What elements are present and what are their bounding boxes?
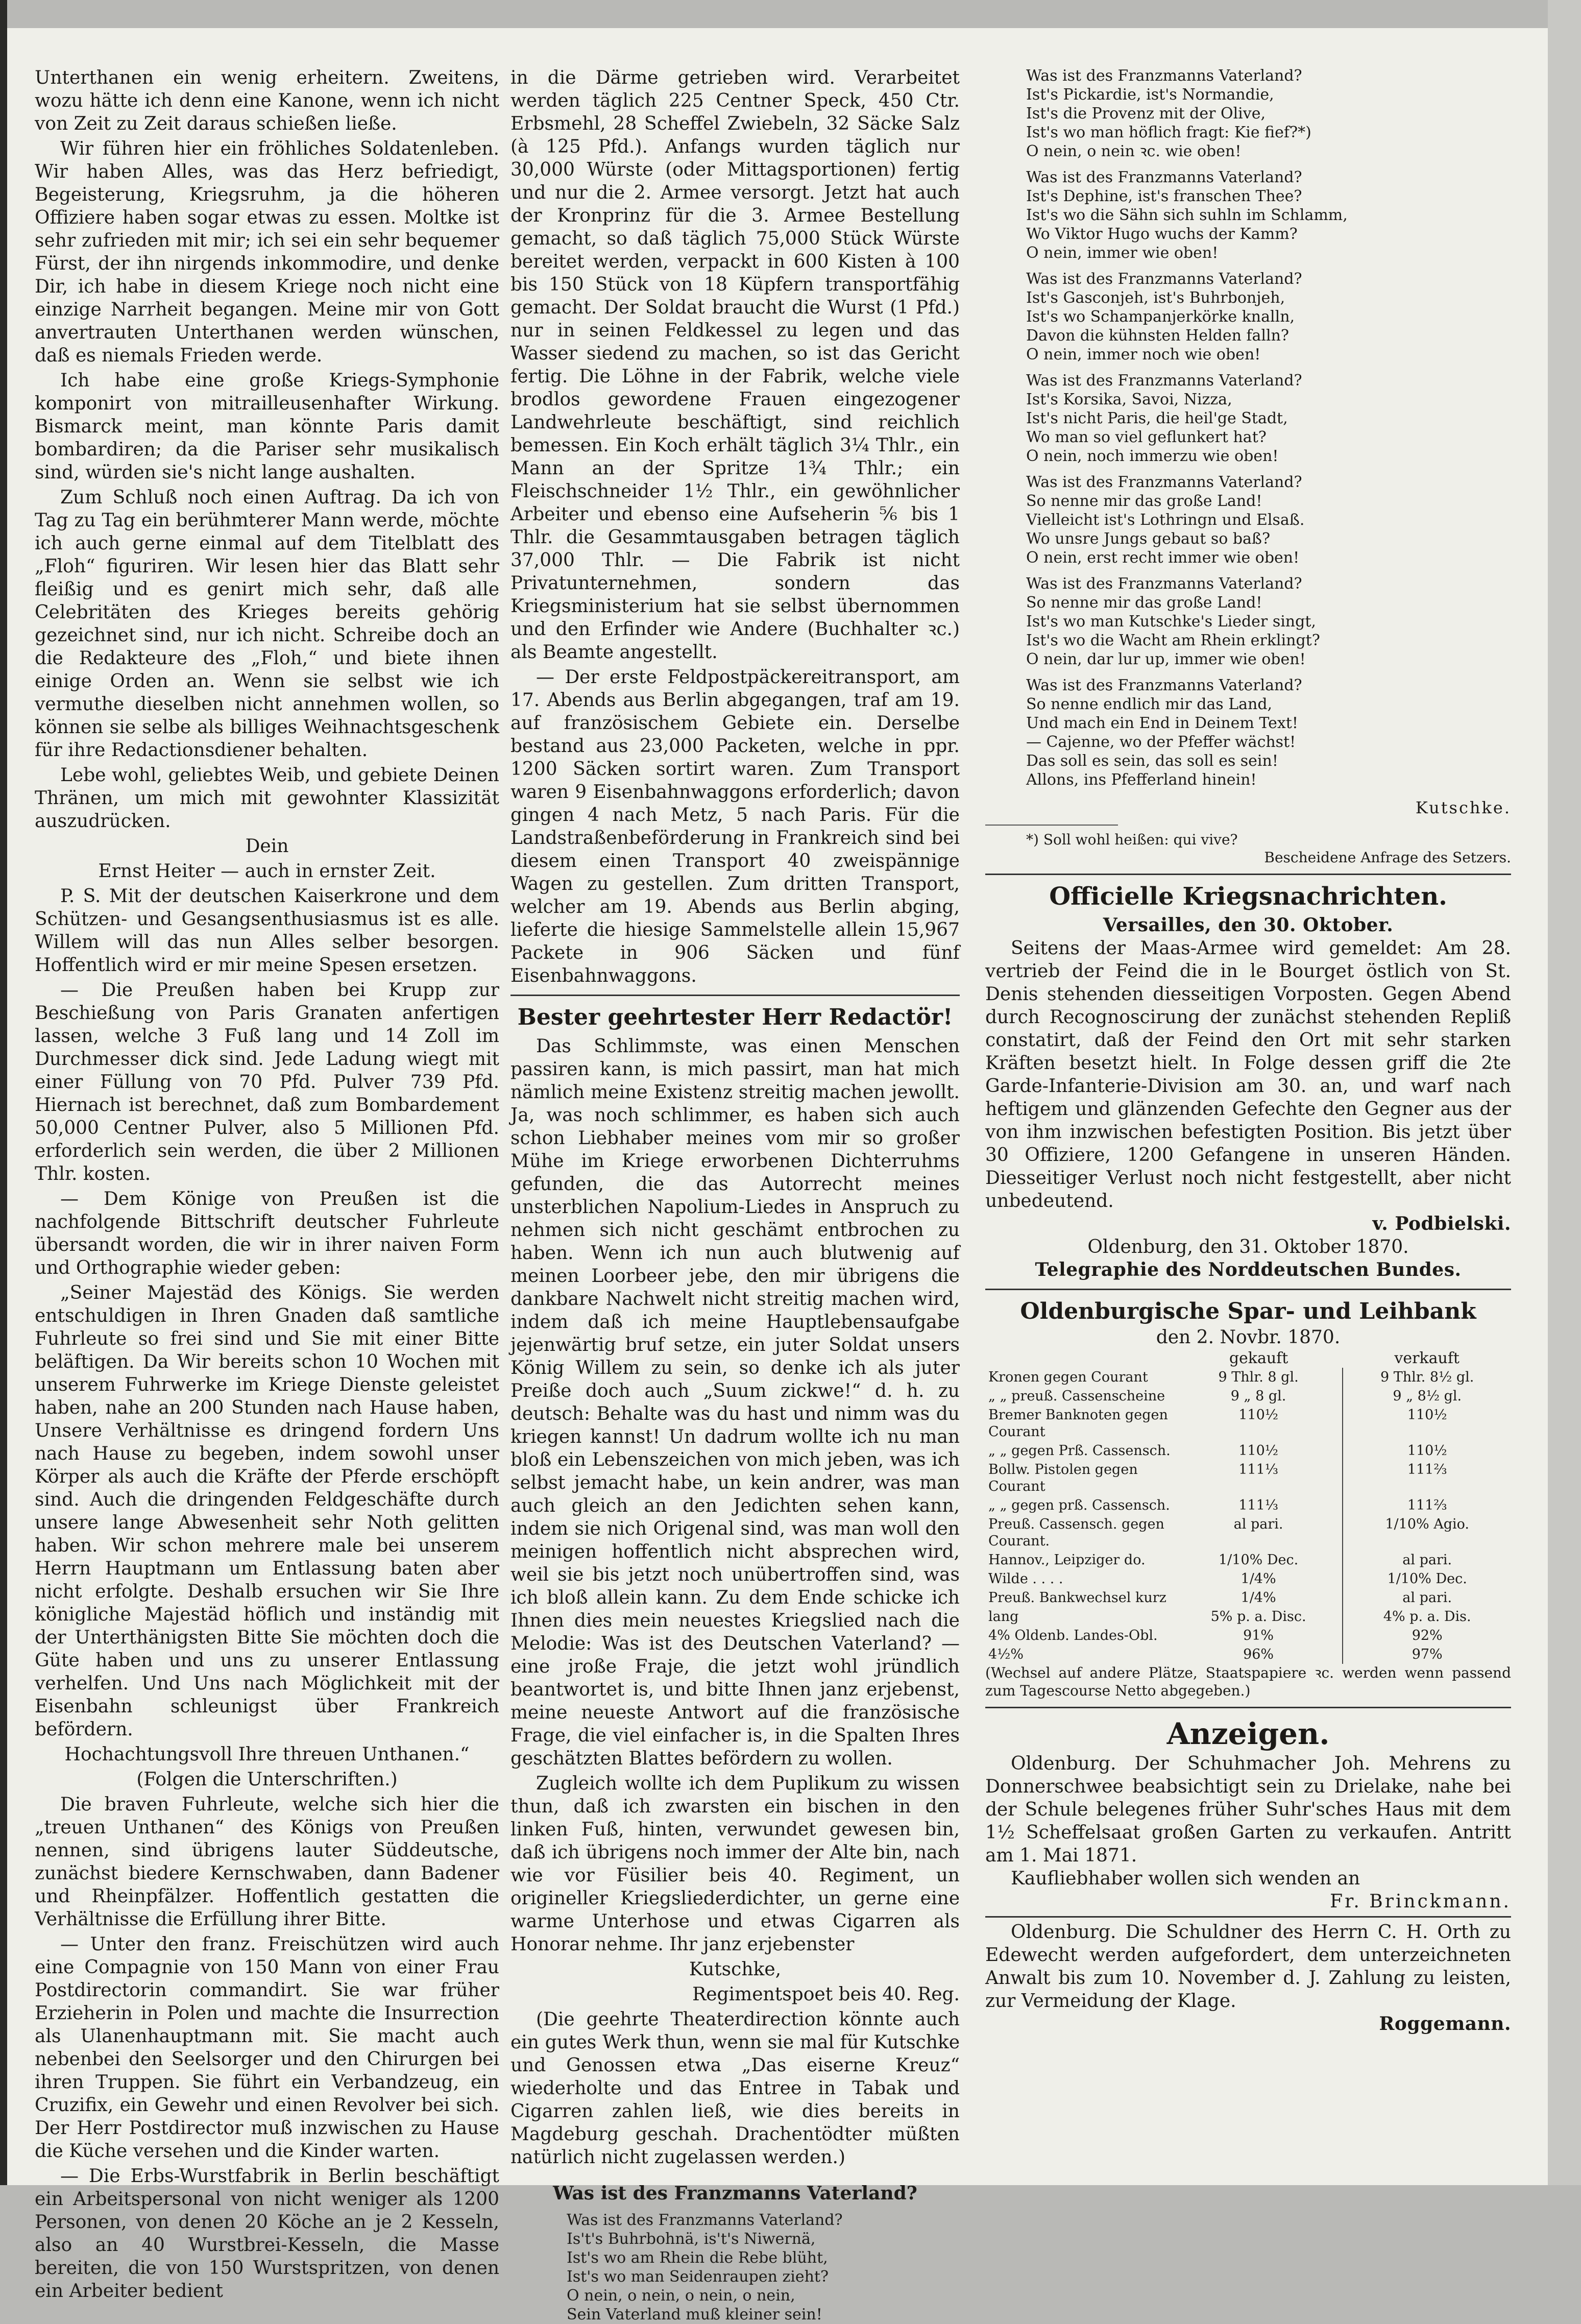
- poem-stanza: [1026, 168, 1511, 262]
- divider: [510, 995, 960, 996]
- official-place: Oldenburg, den 31. Oktober 1870.: [1087, 1237, 1409, 1257]
- poem-line: O nein, dar lur up, immer wie oben!: [1026, 650, 1306, 668]
- currency-cell: Preuß. Cassensch. gegen Courant.: [988, 1516, 1164, 1549]
- table-row: [985, 1406, 1511, 1441]
- ad-house-contact: Kaufliebhaber wollen sich wenden an: [1011, 1868, 1360, 1889]
- table-row: [985, 1460, 1511, 1496]
- paragraph: Dein: [245, 836, 289, 857]
- poem-line: O nein, o nein, o nein, o nein,: [567, 2287, 795, 2305]
- poem-line: Ist's Pickardie, ist's Normandie,: [1026, 86, 1274, 104]
- paragraph: Hochachtungsvoll Ihre threuen Unthanen.“: [64, 1744, 470, 1765]
- table-row: [985, 1607, 1511, 1626]
- table-row: [985, 1515, 1511, 1551]
- poem-stanza: [1026, 676, 1511, 789]
- sold-rate-cell: al pari.: [1402, 1590, 1452, 1606]
- official-signature: v. Podbielski.: [1372, 1213, 1511, 1234]
- poem-stanzas: [985, 66, 1511, 789]
- bought-rate-cell: 91%: [1175, 1626, 1343, 1645]
- paragraph: Die braven Fuhrleute, welche sich hier die „treuen Unthanen“ des Königs von Preußen nennen, sind übrigens lauter Süddeutsche, zunächst biedere Kernschwaben, dann Badener und Rheinpfälzer. Hoffentlich gestatten die Verhältnisse die Erfüllung ihrer Bitte.: [35, 1794, 499, 1930]
- poem-line: Was ist des Franzmanns Vaterland?: [1026, 67, 1302, 85]
- table-header-row: [985, 1349, 1511, 1368]
- poem-line: Wo man so viel geflunkert hat?: [1026, 428, 1267, 446]
- col2-news-paragraphs: [510, 66, 960, 987]
- paragraph: „Seiner Majestäd des Königs. Sie werden entschuldigen in Ihren Gnaden daß samtliche Fuhrleute so frei sind und Sie mit einer Bitte beläftigen. Da Wir bereits schon 10 Wochen mit unserem Fuhrwerke im Kriege Dienste geleistet haben, nahe an 200 Stunden nach Hause haben, Unsere Verhältnisse es dringend fordern Uns nach Hause zu begeben, indem sowohl unser Körper als auch die Kräfte der Pferde erschöpft sind. Auch die dringenden Feldgeschäfte durch unsere lange Abwesenheit sehr Noth gelitten haben. Wir schon mehrere male bei unserem Herrn Hauptmann um Entlassung baten aber nicht erfolgte. Deshalb ersuchen wir Sie Ihre königliche Majestäd höflich und inständig mit der Unterthänigsten Bitte Sie möchten doch die Güte haben und uns zu unserer Entlassung verhelfen. Und Uns nach Möglichkeit mit der Eisenbahn schleunigst über Frankreich befördern.: [35, 1282, 499, 1740]
- col1-paragraphs: [35, 66, 499, 2303]
- currency-cell: „ „ gegen prß. Cassensch.: [988, 1497, 1170, 1513]
- poem-line: Ist's wo man Seidenraupen zieht?: [567, 2268, 829, 2286]
- bought-rate-cell: 9 „ 8 gl.: [1175, 1387, 1343, 1406]
- poem-line: Was ist des Franzmanns Vaterland?: [567, 2211, 843, 2229]
- bought-rate-cell: 9 Thlr. 8 gl.: [1175, 1368, 1343, 1387]
- poem-line: So nenne mir das große Land!: [1026, 594, 1262, 612]
- sold-rate-cell: 97%: [1412, 1647, 1443, 1662]
- official-title: Officielle Kriegsnachrichten.: [1049, 882, 1447, 911]
- poem-line: Wo Viktor Hugo wuchs der Kamm?: [1026, 225, 1298, 243]
- paragraph: — Die Erbs-Wurstfabrik in Berlin beschäftigt ein Arbeitspersonal von nicht weniger als 1200 Personen, von denen 20 Köche an je 2 Kesseln, also an 40 Wurstbrei-Kesseln, die Masse bereiten, die von 150 Wurstspritzen, von denen ein Arbeiter bedient: [35, 2166, 499, 2302]
- paragraph: — Der erste Feldpostpäckereitransport, am 17. Abends aus Berlin abgegangen, traf am 19. auf französischem Gebiete ein. Derselbe bestand aus 23,000 Packeten, welche in ppr. 1200 Säcken sortirt waren. Zum Transport waren 9 Eisenbahnwaggons erforderlich; davon gingen 4 nach Metz, 5 nach Paris. Für die Landstraßenbeförderung in Frankreich sind bei diesem einen Transport 40 zweispännige Wagen zu gestellen. Zum dritten Transport, welcher am 19. Abends aus Berlin abging, lieferte die hiesige Sammelstelle allein 15,967 Packete in 906 Säcken und fünf Eisenbahnwaggons.: [510, 667, 960, 986]
- poem-heading: Was ist des Franzmanns Vaterland?: [553, 2183, 917, 2204]
- paragraph: P. S. Mit der deutschen Kaiserkrone und dem Schützen- und Gesangsenthusiasmus ist es alle. Willem will das nun Alles selber besorgen. Hoffentlich wird er mir meine Spesen ersetzen.: [35, 886, 499, 976]
- bank-date: den 2. Novbr. 1870.: [1156, 1327, 1341, 1348]
- currency-cell: lang: [988, 1609, 1019, 1625]
- exchange-rate-table: [985, 1349, 1511, 1664]
- poem-line: Ist's Korsika, Savoi, Nizza,: [1026, 391, 1232, 408]
- currency-cell: Hannov., Leipziger do.: [988, 1552, 1146, 1568]
- paragraph: Regimentspoet beis 40. Reg.: [692, 1984, 960, 2005]
- poem-stanza: [1026, 270, 1511, 364]
- poem-line: Was ist des Franzmanns Vaterland?: [1026, 372, 1302, 390]
- poem-line: Ist's die Provenz mit der Olive,: [1026, 105, 1266, 123]
- official-text: Seitens der Maas-Armee wird gemeldet: Am 28. vertrieb der Feind die in le Bourget östlich von St. Denis stehenden diesseitigen Vorposten. Gegen Abend durch Recognoscirung der zunächst stehenden Repliß constatirt, daß der Feind den Ort mit sehr starken Kräften besetzt hielt. In Folge dessen griff die 2te Garde-Infanterie-Division am 30. an, und warf nach heftigem und glänzenden Gefechte den Gegner aus der von ihm inzwischen befestigten Position. Bis jetzt über 30 Offiziere, 1200 Gefangene in unseren Händen. Diesseitiger Verlust noch nicht festgestellt, aber nicht unbedeutend.: [985, 938, 1511, 1212]
- currency-cell: Bollw. Pistolen gegen Courant: [988, 1462, 1138, 1494]
- paragraph: Wir führen hier ein fröhliches Soldatenleben. Wir haben Alles, was das Herz befriedigt, Begeisterung, Kriegsruhm, ja die höheren Offiziere haben sogar etwas zu essen. Moltke ist sehr zufrieden mit mir; ich sei ein sehr bequemer Fürst, der ihn nirgends inkommodire, und denke Dir, ich habe in diesem Kriege noch nicht eine einzige Narrheit begangen. Meine mir von Gott anvertrauten Unterthanen werden wünschen, daß es niemals Frieden werde.: [35, 138, 499, 366]
- divider: [985, 1916, 1511, 1918]
- table-row: [985, 1626, 1511, 1645]
- paragraph: in die Därme getrieben wird. Verarbeitet werden täglich 225 Centner Speck, 450 Ctr. Erbsmehl, 28 Scheffel Zwiebeln, 32 Säcke Salz (à 125 Pfd.). Anfangs wurden täglich nur 30,000 Würste (oder Mittagsportionen) fertig und nur die 2. Armee versorgt. Jetzt hat auch der Kronprinz für die 3. Armee Bestellung gemacht, so daß täglich 75,000 Stück Würste bereitet werden, verpackt in 600 Kisten à 100 bis 150 Stück von 18 Küpfern transportfähig gemacht. Der Soldat braucht die Wurst (1 Pfd.) nur in seinen Feldkessel zu legen und das Wasser siedend zu machen, so ist das Gericht fertig. Die Löhne in der Fabrik, welche viele brodlos gewordene Frauen eingezogener Landwehrleute beschäftigt, sind reichlich bemessen. Ein Koch erhält täglich 3¼ Thlr., ein Mann an der Spritze 1¾ Thlr.; ein Fleischschneider 1½ Thlr., ein gewöhnlicher Arbeiter und ebenso eine Aufseherin ⅚ bis 1 Thlr. die Gesammtausgaben betragen täglich 37,000 Thlr. — Die Fabrik ist nicht Privatunternehmen, sondern das Kriegsministerium hat sie selbst übernommen und den Erfinder wie Andere (Buchhalter ꝛc.) als Beamte angestellt.: [510, 67, 960, 663]
- page-margin: [1548, 0, 1581, 2185]
- table-row: [985, 1645, 1511, 1664]
- poem-line: Vielleicht ist's Lothringn und Elsaß.: [1026, 511, 1305, 529]
- paragraph: Lebe wohl, geliebtes Weib, und gebiete Deinen Thränen, um mich mit gewohnter Klassizität auszudrücken.: [35, 765, 499, 832]
- poem-line: O nein, noch immerzu wie oben!: [1026, 447, 1279, 465]
- poem-first-stanza: [510, 2211, 960, 2324]
- sold-rate-cell: 4% p. a. Dis.: [1383, 1609, 1471, 1625]
- currency-cell: Kronen gegen Courant: [988, 1369, 1148, 1385]
- divider: [985, 1289, 1511, 1290]
- ad-house-sale: Oldenburg. Der Schuhmacher Joh. Mehrens zu Donnerschwee beabsichtigt sein zu Drielake, nahe bei der Schule belegenes früher Suhr'sches Haus mit dem 1½ Scheffelsaat großen Garten zu verkaufen. Antritt am 1. Mai 1871.: [985, 1753, 1511, 1866]
- bought-rate-cell: 96%: [1175, 1645, 1343, 1664]
- sold-rate-cell: 92%: [1412, 1628, 1443, 1643]
- header-bought: gekauft: [1229, 1349, 1288, 1367]
- poem-stanza: [1026, 371, 1511, 466]
- currency-cell: 4½%: [988, 1647, 1024, 1662]
- poem-line: Ist's wo Schampanjerkörke knalln,: [1026, 308, 1295, 326]
- column-2: [510, 66, 960, 2324]
- divider: [985, 874, 1511, 875]
- poem-line: Was ist des Franzmanns Vaterland?: [1026, 168, 1302, 186]
- poem-line: — Cajenne, wo der Pfeffer wächst!: [1026, 733, 1296, 751]
- poem-line: O nein, erst recht immer wie oben!: [1026, 549, 1300, 567]
- paragraph: Kutschke,: [689, 1959, 782, 1980]
- poem-line: Ist's wo die Sähn sich suhln im Schlamm,: [1026, 206, 1348, 224]
- ad-debtors-signature: Roggemann.: [1379, 2013, 1511, 2035]
- bought-rate-cell: 110½: [1175, 1441, 1343, 1460]
- sold-rate-cell: 111⅔: [1407, 1497, 1447, 1513]
- paragraph: Zum Schluß noch einen Auftrag. Da ich von Tag zu Tag ein berühmterer Mann werde, möchte ich auch gerne einmal auf dem Titelblatt des „Floh“ figuriren. Wir lesen hier das Blatt sehr fleißig und es genirt mich sehr, daß alle Celebritäten des Krieges bereits gehörig gezeichnet sind, nur ich nicht. Schreibe doch an die Redakteure des „Floh,“ und biete ihnen einige Orden an. Wenn sie selbst wie ich vermuthe dieselben nicht annehmen wollen, so können sie selbe als billiges Weihnachtsgeschenk für ihre Redactionsdiener behalten.: [35, 487, 499, 761]
- paragraph: Unterthanen ein wenig erheitern. Zweitens, wozu hätte ich denn eine Kanone, wenn ich nicht von Zeit zu Zeit daraus schießen ließe.: [35, 67, 499, 134]
- poem-line: Sein Vaterland muß kleiner sein!: [567, 2306, 822, 2323]
- sold-rate-cell: 9 Thlr. 8½ gl.: [1380, 1369, 1474, 1385]
- paragraph: (Die geehrte Theaterdirection könnte auch ein gutes Werk thun, wenn sie mal für Kutschke und Genossen etwa „Das eiserne Kreuz“ wiederholte und das Entree in Tabak und Cigarren zahlen ließ, wie dies bereits in Magdeburg geschah. Drachentödter müßten natürlich nicht zugelassen werden.): [510, 2009, 960, 2168]
- binding-edge: [0, 0, 7, 2185]
- ad-house-signature: Fr. Brinckmann.: [1330, 1891, 1511, 1912]
- letter-paragraphs: [510, 1035, 960, 2169]
- bought-rate-cell: al pari.: [1175, 1515, 1343, 1551]
- bought-rate-cell: 1/4%: [1175, 1588, 1343, 1607]
- poem-line: Davon die kühnsten Helden falln?: [1026, 327, 1290, 345]
- footnote-attribution: Bescheidene Anfrage des Setzers.: [1264, 849, 1511, 866]
- poem-line: Ist's wo man Kutschke's Lieder singt,: [1026, 613, 1316, 631]
- currency-cell: Bremer Banknoten gegen Courant: [988, 1407, 1168, 1440]
- poem-stanza: [1026, 574, 1511, 669]
- sold-rate-cell: 9 „ 8½ gl.: [1393, 1388, 1462, 1404]
- paragraph: Das Schlimmste, was einen Menschen passiren kann, is mich passirt, man hat mich nämlich meine Existenz streitig machen jewollt. Ja, was noch schlimmer, es haben sich auch schon Liebhaber meines vom mir so großer Mühe im Kriege erworbenen Dichterruhms gefunden, die das Autorrecht meines unsterblichen Napolium-Liedes in Anspruch zu nehmen sich nicht geschämt entbrochen zu haben. Wenn ich nun auch blutwenig auf meinen Loorbeer jebe, den mir übrigens die dankbare Nachwelt nicht streitig machen wird, indem daß ich meine Hauptlebensaufgabe jejenwärtig bruf setze, ein juter Soldat unsers König Willem zu sein, so denke ich als juter Preiße doch auch „Suum zickwe!“ d. h. zu deutsch: Behalte was du hast und nimm was du kriegen kannst! Un dadrum wollte ich nu man bloß ein Lebenszeichen von mich jeben, was ich selbst jemacht habe, un kein andrer, was man auch gleich an den Jedichten sehen kann, indem sie nich Origenal sind, was man woll den meinigen hoffentlich nicht absprechen wird, weil sie bis jetzt noch unübertroffen sind, was ich bloß allein kann. Zu dem Ende schicke ich Ihnen dies mein neuestes Kriegslied nach die Melodie: Was ist des Deutschen Vaterland? — eine jroße Fraje, die jetzt wohl jründlich beantwortet is, und bitte Ihnen janz erjebenst, meine neueste Antwort auf die französische Frage, die viel einfacher is, in die Spalten Ihres geschätzten Blattes befördern zu wollen.: [510, 1036, 960, 1769]
- sold-rate-cell: al pari.: [1402, 1552, 1452, 1568]
- bought-rate-cell: 110½: [1175, 1406, 1343, 1441]
- column-3: [985, 66, 1511, 2036]
- sold-rate-cell: 110½: [1407, 1443, 1447, 1459]
- paragraph: — Unter den franz. Freischützen wird auch eine Compagnie von 150 Mann von einer Frau Postdirectorin commandirt. Sie war früher Erzieherin in Polen und machte die Insurrection als Ulanenhauptmann mit. Sie macht auch nebenbei den Seelsorger und den Chirurgen bei ihren Truppen. Sie führt ein Verbandzeug, ein Cruzifix, ein Gewehr und einen Revolver bei sich. Der Herr Postdirector muß inzwischen zu Hause die Küche versehen und die Kinder warten.: [35, 1934, 499, 2162]
- paragraph: (Folgen die Unterschriften.): [136, 1769, 398, 1790]
- bought-rate-cell: 1/10% Dec.: [1175, 1551, 1343, 1569]
- letter-heading: Bester geehrtester Herr Redactör!: [517, 1004, 953, 1030]
- poem-line: O nein, immer wie oben!: [1026, 244, 1219, 262]
- poem-stanza: [1026, 473, 1511, 567]
- poem-line: Und mach ein End in Deinem Text!: [1026, 714, 1298, 732]
- poem-line: Das soll es sein, das soll es sein!: [1026, 752, 1278, 770]
- poem-line: So nenne mir das große Land!: [1026, 492, 1262, 510]
- bank-title: Oldenburgische Spar- und Leihbank: [1020, 1298, 1476, 1324]
- ads-title: Anzeigen.: [1166, 1716, 1330, 1751]
- poem-line: Was ist des Franzmanns Vaterland?: [1026, 676, 1302, 694]
- poem-line: Ist's Dephine, ist's franschen Thee?: [1026, 187, 1302, 205]
- table-row: [985, 1387, 1511, 1406]
- poem-line: Is't's Buhrbohnä, is't's Niwernä,: [567, 2230, 816, 2248]
- sold-rate-cell: 1/10% Agio.: [1385, 1516, 1470, 1532]
- poem-line: Ist's nicht Paris, die heil'ge Stadt,: [1026, 409, 1288, 427]
- poem-line: O nein, immer noch wie oben!: [1026, 346, 1261, 364]
- table-row: [985, 1441, 1511, 1460]
- table-row: [985, 1569, 1511, 1588]
- poem-line: O nein, o nein ꝛc. wie oben!: [1026, 142, 1242, 160]
- column-1: [35, 66, 499, 2305]
- official-telegraph: Telegraphie des Norddeutschen Bundes.: [1035, 1259, 1462, 1280]
- paragraph: — Die Preußen haben bei Krupp zur Beschießung von Paris Granaten anfertigen lassen, welche 3 Fuß lang und 14 Zoll im Durchmesser dick sind. Jede Ladung wiegt mit einer Füllung von 70 Pfd. Pulver 739 Pfd. Hiernach ist berechnet, daß zum Bombardement 50,000 Centner Pulver, also 5 Millionen Pfd. erforderlich sein werden, die über 2 Millionen Thlr. kosten.: [35, 980, 499, 1184]
- sold-rate-cell: 111⅔: [1407, 1462, 1447, 1478]
- sold-rate-cell: 1/10% Dec.: [1387, 1571, 1467, 1587]
- bought-rate-cell: 111⅓: [1175, 1496, 1343, 1515]
- paragraph: Ernst Heiter — auch in ernster Zeit.: [98, 861, 436, 882]
- currency-cell: „ „ gegen Prß. Cassensch.: [988, 1443, 1171, 1459]
- poem-stanza: [1026, 66, 1511, 161]
- poem-line: Was ist des Franzmanns Vaterland?: [1026, 270, 1302, 288]
- table-row: [985, 1551, 1511, 1569]
- bought-rate-cell: 5% p. a. Disc.: [1175, 1607, 1343, 1626]
- footnote: *) Soll wohl heißen: qui vive?: [1026, 831, 1238, 848]
- poem-signature: Kutschke.: [1415, 798, 1511, 817]
- currency-cell: 4% Oldenb. Landes-Obl.: [988, 1628, 1158, 1643]
- header-sold: verkauft: [1394, 1349, 1460, 1367]
- poem-line: Was ist des Franzmanns Vaterland?: [1026, 473, 1302, 491]
- paragraph: — Dem Könige von Preußen ist die nachfolgende Bittschrift deutscher Fuhrleute übersandt worden, die wir in ihrer naiven Form und Orthographie wieder geben:: [35, 1189, 499, 1278]
- sold-rate-cell: 110½: [1407, 1407, 1447, 1423]
- currency-cell: „ „ preuß. Cassenscheine: [988, 1388, 1165, 1404]
- poem-line: Ist's wo man höflich fragt: Kie fief?*): [1026, 124, 1311, 141]
- paragraph: Ich habe eine große Kriegs-Symphonie komponirt von mitrailleusenhafter Wirkung. Bismarck meint, man könnte Paris damit bombardiren; da die Pariser sehr musikalisch sind, würden sie's nicht lange aushalten.: [35, 370, 499, 483]
- poem-line: So nenne endlich mir das Land,: [1026, 695, 1273, 713]
- divider: [985, 1707, 1511, 1708]
- poem-line: Ist's Gasconjeh, ist's Buhrbonjeh,: [1026, 289, 1285, 307]
- bought-rate-cell: 1/4%: [1175, 1569, 1343, 1588]
- poem-line: Allons, ins Pfefferland hinein!: [1026, 771, 1257, 789]
- ad-debtors-notice: Oldenburg. Die Schuldner des Herrn C. H. Orth zu Edewecht werden aufgefordert, dem unterzeichneten Anwalt bis zum 10. November d. J. Zahlung zu leisten, zur Vermeidung der Klage.: [985, 1922, 1511, 2012]
- poem-line: Was ist des Franzmanns Vaterland?: [1026, 575, 1302, 593]
- table-row: [985, 1496, 1511, 1515]
- official-dateline: Versailles, den 30. Oktober.: [1103, 914, 1394, 936]
- header-blank: [985, 1349, 1175, 1368]
- poem-line: Ist's wo am Rhein die Rebe blüht,: [567, 2249, 828, 2267]
- footnote-rule: [985, 825, 1118, 826]
- table-row: [985, 1368, 1511, 1387]
- currency-cell: Preuß. Bankwechsel kurz: [988, 1590, 1166, 1606]
- poem-line: Wo unsre Jungs gebaut so baß?: [1026, 530, 1271, 548]
- paragraph: Zugleich wollte ich dem Puplikum zu wissen thun, daß ich zwarsten ein bischen in den linken Fuß, hinten, verwundet gewesen bin, daß ich übrigens noch immer der Alte bin, nach wie vor Füsilier beis 40. Regiment, un origineller Kriegsliederdichter, un gerne eine warme Unterhose und etwas Cigarren als Honorar nehme. Ihr janz erjebenster: [510, 1773, 960, 1955]
- bank-note: (Wechsel auf andere Plätze, Staatspapiere ꝛc. werden wenn passend zum Tagescourse Netto abgegeben.): [985, 1664, 1511, 1699]
- currency-cell: Wilde . . . .: [988, 1571, 1063, 1587]
- bought-rate-cell: 111⅓: [1175, 1460, 1343, 1496]
- table-row: [985, 1588, 1511, 1607]
- poem-line: Ist's wo die Wacht am Rhein erklingt?: [1026, 632, 1320, 649]
